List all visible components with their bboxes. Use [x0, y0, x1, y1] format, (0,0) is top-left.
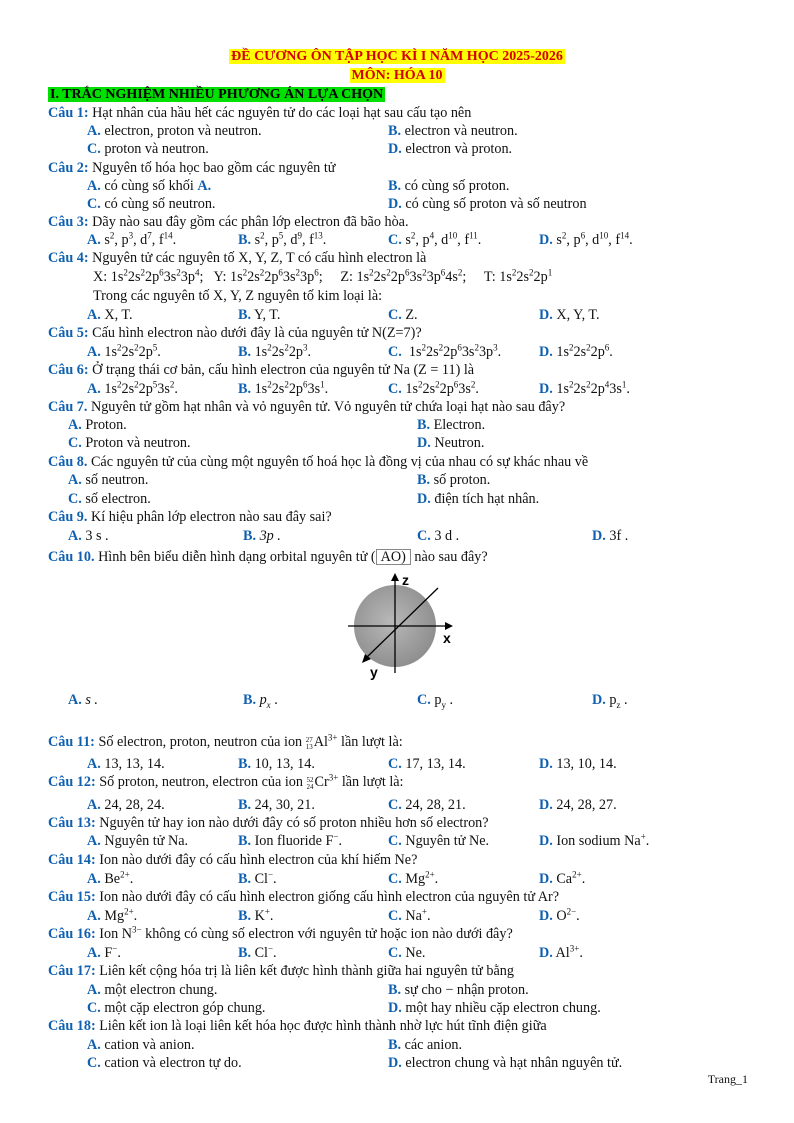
q10-option-a: A. s . [68, 692, 98, 708]
question-3: Câu 3: Dãy nào sau đây gồm các phân lớp electron đã bão hòa. [48, 214, 409, 230]
document-title: ĐỀ CƯƠNG ÔN TẬP HỌC KÌ I NĂM HỌC 2025-2026 [231, 49, 563, 64]
z-arrow [391, 573, 399, 581]
q2-option-c: C. có cùng số neutron. [87, 196, 216, 212]
q18-option-c: C. cation và electron tự do. [87, 1055, 242, 1071]
ao-box: AO) [376, 549, 411, 565]
q7-option-b: B. Electron. [417, 417, 486, 433]
q7-option-c: C. Proton và neutron. [68, 435, 191, 451]
q5-option-d: D. $1s^22s^22p^6$. [539, 342, 613, 360]
q13-option-b: B. Ion fluoride F−. [238, 831, 342, 849]
question-16: Câu 16: Ion $N^{3-}$ không có cùng số electron với nguyên tử hoặc ion nào dưới đây? [48, 924, 513, 942]
q5-option-c: C. $1s^22s^22p^63s^23p^3$. [388, 342, 502, 360]
q10-option-d: D. $p_z$ . [592, 692, 628, 710]
q7-option-a: A. Proton. [68, 417, 127, 433]
q9-option-c: C. 3 d . [417, 528, 460, 544]
q13-option-a: A. Nguyên tử Na. [87, 833, 189, 849]
section-heading: I. TRẮC NGHIỆM NHIỀU PHƯƠNG ÁN LỰA CHỌN [50, 87, 384, 102]
question-17: Câu 17: Liên kết cộng hóa trị là liên kết được hình thành giữa hai nguyên tử bằng [48, 963, 514, 979]
q16-option-a: A. F−. [87, 943, 121, 961]
q11-option-b: B. 10, 13, 14. [238, 756, 315, 772]
q4-option-b: B. Y, T. [238, 307, 281, 323]
question-10: Câu 10. Hình bên biểu diễn hình dạng orbital nguyên tử ( AO) nào sau đây? [48, 549, 488, 565]
q8-option-d: D. điện tích hạt nhân. [417, 491, 540, 507]
q8-option-c: C. số electron. [68, 491, 151, 507]
q11-option-a: A. 13, 13, 14. [87, 756, 165, 772]
question-14: Câu 14: Ion nào dưới đây có cấu hình electron của khí hiếm Ne? [48, 852, 418, 868]
q13-option-d: D. Ion sodium Na+. [539, 831, 650, 849]
q15-option-c: C. Na+. [388, 906, 431, 924]
q17-option-c: C. một cặp electron góp chung. [87, 1000, 266, 1016]
q1-option-c: C. proton và neutron. [87, 141, 209, 157]
q1-option-a: A. electron, proton và neutron. [87, 123, 262, 139]
q17-option-b: B. sự cho − nhận proton. [388, 982, 529, 998]
q14-option-b: B. Cl−. [238, 869, 277, 887]
q4-option-c: C. Z. [388, 307, 418, 323]
x-label: x [443, 630, 451, 646]
q17-option-a: A. một electron chung. [87, 982, 218, 998]
q5-option-b: B. $1s^22s^22p^3$. [238, 342, 312, 360]
question-18: Câu 18: Liên kết ion là loại liên kết hóa học được hình thành nhờ lực hút tĩnh điện giữa [48, 1018, 547, 1034]
z-label: z [402, 572, 409, 588]
q8-option-b: B. số proton. [417, 472, 491, 488]
q18-option-b: B. các anion. [388, 1037, 463, 1053]
q9-option-d: D. 3f . [592, 528, 629, 544]
q15-option-b: B. K+. [238, 906, 274, 924]
q18-option-a: A. cation và anion. [87, 1037, 195, 1053]
q13-option-c: C. Nguyên tử Ne. [388, 833, 490, 849]
question-15: Câu 15: Ion nào dưới đây có cấu hình electron giống cấu hình electron của nguyên tử Ar? [48, 889, 560, 905]
q14-option-d: D. $Ca^{2+}$. [539, 869, 586, 887]
q16-option-b: B. Cl−. [238, 943, 277, 961]
question-9: Câu 9. Kí hiệu phân lớp electron nào sau đây sai? [48, 509, 332, 525]
q1-option-b: B. electron và neutron. [388, 123, 518, 139]
q17-option-d: D. một hay nhiều cặp electron chung. [388, 1000, 601, 1016]
q7-option-d: D. Neutron. [417, 435, 485, 451]
q12-option-b: B. 24, 30, 21. [238, 797, 315, 813]
q4-option-a: A. X, T. [87, 307, 133, 323]
q3-option-b: B. $s^2$, $p^5$, $d^9$, $f^{13}$. [238, 230, 327, 248]
q6-option-c: C. $1s^22s^22p^63s^2$. [388, 379, 479, 397]
question-12: Câu 12: Số proton, neutron, electron của ion 52 $24Cr^{3+}$ lần lượt là: [48, 772, 404, 791]
q14-option-a: A. $Be^{2+}$. [87, 869, 134, 887]
q4-configurations: X: $1s^22s^22p^63s^23p^4$; Y: $1s^22s^22p^63s^23p^6$; Z: $1s^22s^22p^63s^23p^64s^2$; T: $1s^22s^22p^1$ [93, 267, 553, 285]
q9-option-b: B. 3p . [243, 528, 281, 544]
q2-option-a: A. có cùng số khối A. [87, 178, 212, 194]
q4-subquestion: Trong các nguyên tố X, Y, Z nguyên tố kim loại là: [93, 288, 383, 304]
q12-option-d: D. 24, 28, 27. [539, 797, 617, 813]
q6-option-a: A. $1s^22s^22p^53s^2$. [87, 379, 178, 397]
q9-option-a: A. 3 s . [68, 528, 109, 544]
q12-option-a: A. 24, 28, 24. [87, 797, 165, 813]
q4-option-d: D. X, Y, T. [539, 307, 600, 323]
q8-option-a: A. số neutron. [68, 472, 149, 488]
q5-option-a: A. $1s^22s^22p^5$. [87, 342, 161, 360]
x-arrow [445, 622, 453, 630]
question-13: Câu 13: Nguyên tử hay ion nào dưới đây có số proton nhiều hơn số electron? [48, 815, 489, 831]
question-4: Câu 4: Nguyên tử các nguyên tố X, Y, Z, T có cấu hình electron là [48, 250, 427, 266]
page-number: Trang_1 [707, 1072, 748, 1086]
q3-option-a: A. $s^2$, $p^3$, $d^7$, $f^{14}$. [87, 230, 177, 248]
document-subject: MÔN: HÓA 10 [351, 68, 443, 83]
q1-option-d: D. electron và proton. [388, 141, 513, 157]
y-label: y [370, 664, 378, 680]
q3-option-d: D. $s^2$, $p^6$, $d^{10}$, $f^{14}$. [539, 230, 633, 248]
q10-option-b: B. $p_x$ . [243, 692, 278, 710]
question-1: Câu 1: Hạt nhân của hầu hết các nguyên tử do các loại hạt sau cấu tạo nên [48, 105, 472, 121]
q15-option-d: D. $O^{2-}$. [539, 906, 580, 924]
q2-option-d: D. có cùng số proton và số neutron [388, 196, 587, 212]
question-7: Câu 7. Nguyên tử gồm hạt nhân và vỏ nguyên tử. Vỏ nguyên tử chứa loại hạt nào sau đây? [48, 399, 566, 415]
q6-option-d: D. $1s^22s^22p^43s^1$. [539, 379, 630, 397]
q3-option-c: C. $s^2$, $p^4$, $d^{10}$, $f^{11}$. [388, 230, 482, 248]
q16-option-c: C. Ne. [388, 945, 426, 961]
q16-option-d: D. $Al^{3+}$. [539, 943, 583, 961]
q6-option-b: B. $1s^22s^22p^63s^1$. [238, 379, 329, 397]
question-11: Câu 11: Số electron, proton, neutron của ion 27 $13Al^{3+}$ lần lượt là: [48, 732, 403, 751]
question-5: Câu 5: Cấu hình electron nào dưới đây là của nguyên tử N(Z=7)? [48, 325, 422, 341]
question-8: Câu 8. Các nguyên tử của cùng một nguyên tố hoá học là đồng vị của nhau có sự khác nhau về [48, 454, 589, 470]
q12-option-c: C. 24, 28, 21. [388, 797, 466, 813]
q11-option-c: C. 17, 13, 14. [388, 756, 466, 772]
orbital-diagram [340, 568, 470, 683]
q10-option-c: C. $p_y$ . [417, 692, 454, 710]
q15-option-a: A. $Mg^{2+}$. [87, 906, 138, 924]
q18-option-d: D. electron chung và hạt nhân nguyên tử. [388, 1055, 623, 1071]
q11-option-d: D. 13, 10, 14. [539, 756, 617, 772]
q14-option-c: C. $Mg^{2+}$. [388, 869, 439, 887]
q2-option-b: B. có cùng số proton. [388, 178, 510, 194]
question-2: Câu 2: Nguyên tố hóa học bao gồm các nguyên tử [48, 160, 336, 176]
question-6: Câu 6: Ở trạng thái cơ bản, cấu hình electron của nguyên tử Na (Z = 11) là [48, 362, 475, 378]
